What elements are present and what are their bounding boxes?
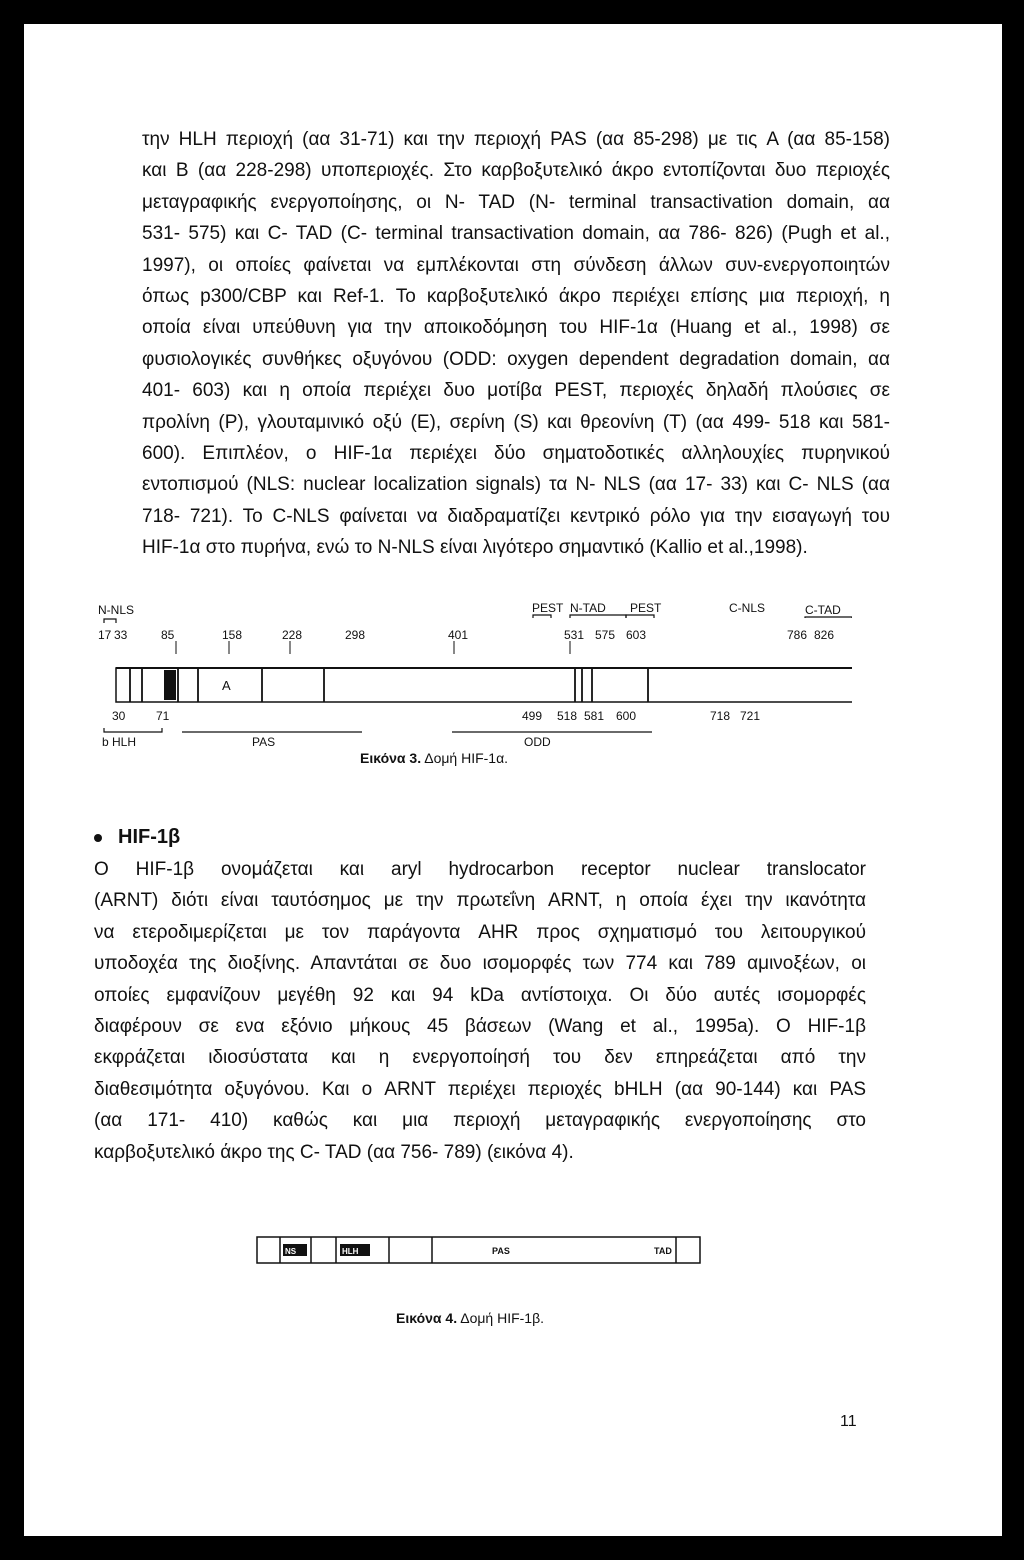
num-298: 298: [345, 628, 366, 642]
text-line: Ο HIF-1β ονομάζεται και aryl hydrocarbon receptor nuclear translocator: [94, 859, 866, 880]
text-line: μεταγραφικής ενεργοποίησης, οι N- TAD (N- terminal transactivation domain, αα: [142, 191, 890, 213]
text-line: την HLH περιοχή (αα 31-71) και την περιοχή PAS (αα 85-298) με τις A (αα 85-158): [142, 129, 890, 150]
figure-hif1b-structure: [256, 1236, 702, 1266]
text-line: 600). Επιπλέον, ο HIF-1α περιέχει δύο σηματοδοτικές αλληλουχίες πυρηνικού: [142, 443, 890, 465]
text-line: όπως p300/CBP και Ref-1. Το καρβοξυτελικό άκρο περιέχει επίσης μια περιοχή, η: [142, 286, 890, 308]
num-603: 603: [626, 628, 647, 642]
text-line: εκφράζεται ιδιοσύστατα και η ενεργοποίησή του δεν επηρεάζεται από την: [94, 1047, 866, 1069]
paragraph-hif1b: [94, 854, 866, 1168]
num-718: 718: [710, 709, 731, 723]
num-158: 158: [222, 628, 243, 642]
num-33: 33: [114, 628, 128, 642]
figure4-caption-text: Δομή HIF-1β.: [457, 1310, 545, 1326]
text-line: οποία είναι υπεύθυνη για την αποικοδόμηση του HIF-1α (Huang et al., 1998) σε: [142, 317, 890, 339]
num-531: 531: [564, 628, 585, 642]
text-line: 401- 603) και η οποία περιέχει δυο μοτίβα PEST, περιοχές δηλαδή πλούσιες σε: [142, 380, 890, 402]
label-odd: ODD: [524, 735, 551, 749]
label-pest-1: PEST: [532, 601, 564, 615]
text-line: HIF-1α στο πυρήνα, ενώ το N-NLS είναι λιγότερο σημαντικό (Kallio et al.,1998).: [142, 537, 808, 559]
seg-tad: TAD: [654, 1246, 672, 1256]
num-71: 71: [156, 709, 170, 723]
text-line: διαθεσιμότητα οξυγόνου. Και ο ARNT περιέχει περιοχές bHLH (αα 90-144) και PAS: [94, 1078, 866, 1100]
text-line: υποδοχέα της διοξίνης. Απαντάται σε δυο ισομορφές των 774 και 789 αμινοξέων, οι: [94, 953, 866, 975]
label-n-tad: N-TAD: [570, 601, 606, 615]
seg-hlh: HLH: [342, 1247, 359, 1256]
figure-hif1a-structure: [92, 596, 852, 760]
seg-pas: PAS: [492, 1246, 510, 1256]
hif1b-domain-diagram: [256, 1236, 702, 1266]
figure3-caption-text: Δομή HIF-1α.: [421, 750, 509, 766]
num-826: 826: [814, 628, 835, 642]
figure4-caption: [396, 1310, 544, 1326]
num-600: 600: [616, 709, 637, 723]
text-line: (ARNT) διότι είναι ταυτόσημος με την πρωτεΐνη ARNT, η οποία έχει την ικανότητα: [94, 890, 866, 912]
num-721: 721: [740, 709, 761, 723]
text-line: και B (αα 228-298) υποπεριοχές. Στο καρβοξυτελικό άκρο εντοπίζονται δυο περιοχές: [142, 160, 890, 182]
num-85: 85: [161, 628, 175, 642]
figure4-caption-label: Εικόνα 4.: [396, 1310, 458, 1326]
num-581: 581: [584, 709, 605, 723]
label-n-nls: N-NLS: [98, 603, 135, 617]
label-c-tad: C-TAD: [805, 603, 841, 617]
text-line: προλίνη (P), γλουταμινικό οξύ (E), σερίνη (S) και θρεονίνη (T) (αα 499- 518 και 581-: [142, 411, 890, 433]
bullet-icon: [94, 834, 102, 842]
domain-a-label: A: [222, 678, 231, 693]
text-line: (αα 171- 410) καθώς και μια περιοχή μεταγραφικής ενεργοποίησης στο: [94, 1110, 866, 1132]
label-bhlh: b HLH: [102, 735, 137, 749]
page-number: 11: [840, 1413, 857, 1430]
text-line: καρβοξυτελικό άκρο της C- TAD (αα 756- 789) (εικόνα 4).: [94, 1141, 574, 1163]
num-518: 518: [557, 709, 578, 723]
num-499: 499: [522, 709, 543, 723]
num-17: 17: [98, 628, 112, 642]
section-heading-hif1b: [94, 826, 180, 849]
text-line: 718- 721). Το C-NLS φαίνεται να διαδραματίζει κεντρικό ρόλο για την εισαγωγή του: [142, 505, 890, 527]
text-line: να ετεροδιμερίζεται με τον παράγοντα AHR προς σχηματισμό του λειτουργικού: [94, 921, 866, 943]
text-line: οποίες εμφανίζουν μεγέθη 92 και 94 kDa αντίστοιχα. Οι δύο αυτές ισομορφές: [94, 984, 866, 1006]
section-heading-text: HIF-1β: [118, 826, 181, 848]
num-30: 30: [112, 709, 126, 723]
text-line: 1997), οι οποίες φαίνεται να εμπλέκονται στη σύνδεση άλλων συν-ενεργοποιητών: [142, 254, 890, 276]
text-line: 531- 575) και C- TAD (C- terminal transactivation domain, αα 786- 826) (Pugh et al.,: [142, 223, 890, 245]
text-line: διαφέρουν σε ενα εξόνιο μήκους 45 βάσεων (Wang et al., 1995a). Ο HIF-1β: [94, 1016, 866, 1038]
document-sheet: [24, 24, 1002, 1536]
num-786: 786: [787, 628, 808, 642]
figure3-caption: [360, 750, 508, 766]
seg-ns: NS: [285, 1247, 297, 1256]
hif1a-domain-diagram: [92, 596, 852, 726]
label-pest-2: PEST: [630, 601, 662, 615]
text-line: φυσιολογικές συνθήκες οξυγόνου (ODD: oxygen dependent degradation domain, αα: [142, 348, 890, 370]
num-228: 228: [282, 628, 303, 642]
label-pas: PAS: [252, 735, 276, 749]
label-c-nls: C-NLS: [729, 601, 766, 615]
paragraph-hif1a: [142, 124, 890, 564]
figure3-caption-label: Εικόνα 3.: [360, 750, 422, 766]
text-line: εντοπισμού (NLS: nuclear localization signals) τα N- NLS (αα 17- 33) και C- NLS (αα: [142, 474, 890, 496]
num-575: 575: [595, 628, 616, 642]
num-401: 401: [448, 628, 469, 642]
